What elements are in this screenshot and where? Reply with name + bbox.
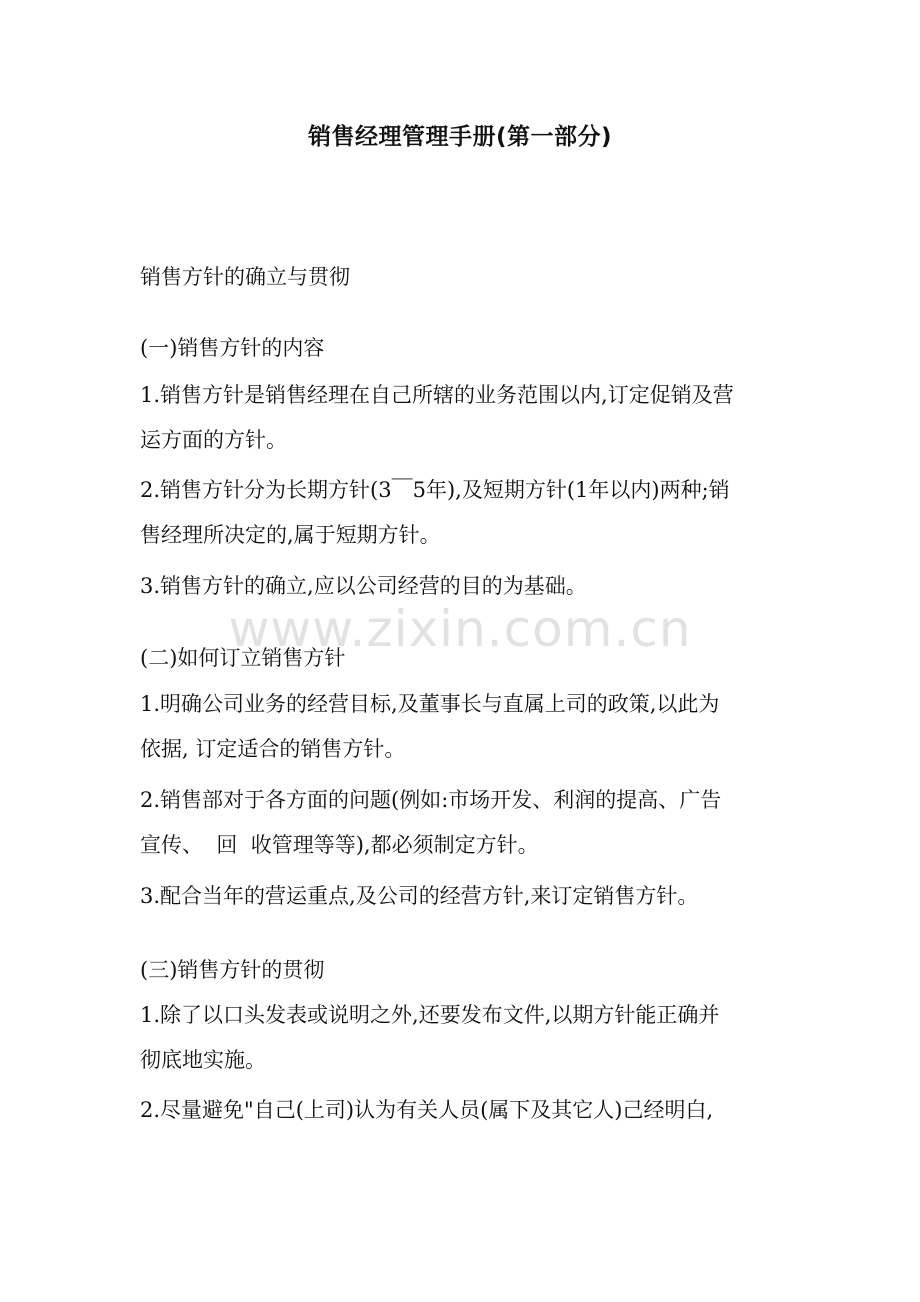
section-3-item-2 — [140, 1088, 790, 1133]
section-title: 销售方针的确立与贯彻 — [140, 265, 350, 289]
paragraph-line: 彻底地实施。 — [140, 1048, 266, 1072]
paragraph-line: 3.配合当年的营运重点,及公司的经营方针,来订定销售方针。 — [140, 884, 699, 908]
paragraph-line: 3.销售方针的确立,应以公司经营的目的为基础。 — [140, 574, 587, 598]
paragraph-line: 1.明确公司业务的经营目标,及董事长与直属上司的政策,以此为 — [140, 692, 720, 716]
section-3-item-1 — [140, 993, 790, 1083]
section-1-item-1 — [140, 373, 790, 463]
section-2-item-1 — [140, 682, 790, 772]
paragraph-line: 售经理所决定的,属于短期方针。 — [140, 523, 441, 547]
watermark: www.zixin.com.cn — [228, 600, 692, 658]
section-2-item-2 — [140, 778, 790, 868]
paragraph-line: 2.尽量避免"自己(上司)认为有关人员(属下及其它人)己经明白, — [140, 1098, 714, 1122]
paragraph-line: 1.销售方针是销售经理在自己所辖的业务范围以内,订定促销及营 — [140, 383, 734, 407]
section-3-heading: (三)销售方针的贯彻 — [140, 958, 325, 982]
section-2-heading: (二)如何订立销售方针 — [140, 646, 346, 670]
section-1-heading: (一)销售方针的内容 — [140, 336, 325, 360]
paragraph-line: 2.销售部对于各方面的问题(例如:市场开发、利润的提高、广告 — [140, 788, 722, 812]
paragraph-line: 2.销售方针分为长期方针(3￣5年),及短期方针(1年以内)两种;销 — [140, 478, 730, 502]
section-2-item-3 — [140, 874, 790, 919]
document-title: 销售经理管理手册(第一部分) — [307, 124, 613, 150]
section-1-item-2 — [140, 468, 790, 558]
paragraph-line: 依据, 订定适合的销售方针。 — [140, 737, 406, 761]
paragraph-line: 1.除了以口头发表或说明之外,还要发布文件,以期方针能正确并 — [140, 1003, 720, 1027]
paragraph-line: 运方面的方针。 — [140, 428, 287, 452]
paragraph-line: 宣传、 回 收管理等等),都必须制定方针。 — [140, 833, 539, 857]
